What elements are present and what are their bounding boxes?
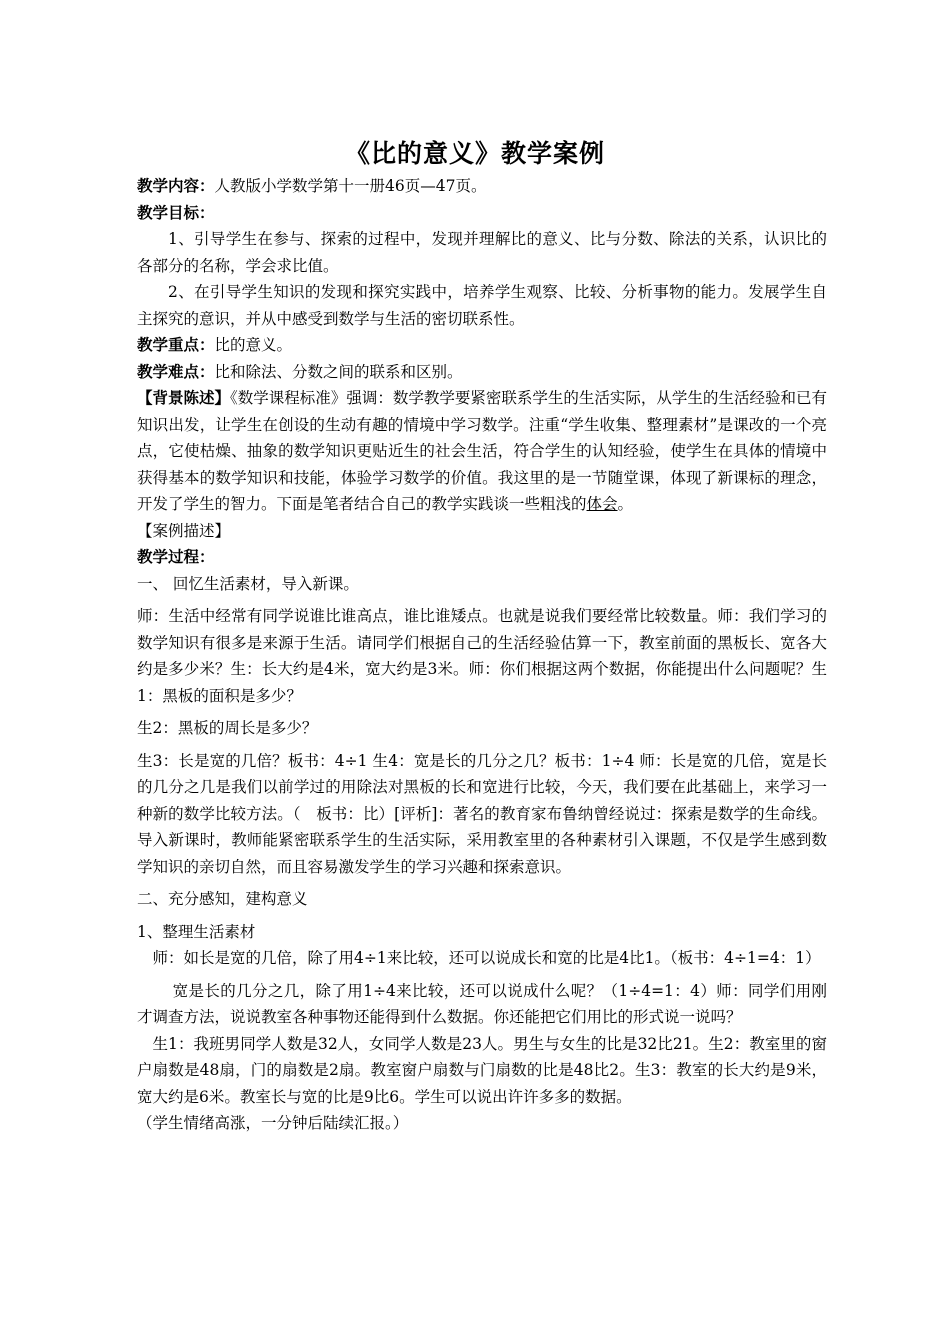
underlined-word: 体会 bbox=[586, 495, 618, 513]
goal-1: 1、引导学生在参与、探索的过程中，发现并理解比的意义、比与分数、除法的关系，认识比的各部分的名称，学会求比值。 bbox=[137, 230, 827, 275]
teaching-key-label: 教学重点： bbox=[137, 336, 215, 354]
process-label: 教学过程： bbox=[137, 548, 215, 566]
section-2-paragraph-1: 师：如长是宽的几倍，除了用4÷1来比较，还可以说成长和宽的比是4比1。（板书：4÷1=4：1） bbox=[152, 949, 821, 967]
teaching-goals-label: 教学目标： bbox=[137, 203, 215, 222]
section-2-paragraph-2: 宽是长的几分之几，除了用1÷4来比较，还可以说成什么呢？（1÷4=1：4）师：同学们用刚才调查方法，说说教室各种事物还能得到什么数据。你还能把它们用比的形式说一说吗？ bbox=[137, 981, 827, 1026]
teaching-content bbox=[137, 173, 827, 200]
teaching-key-text: 比的意义。 bbox=[214, 336, 293, 354]
section-1-paragraph-2: 生2：黑板的周长是多少？ bbox=[137, 719, 318, 737]
document-body bbox=[137, 173, 827, 1137]
case-heading: 【案例描述】 bbox=[137, 521, 231, 540]
teaching-difficulty bbox=[137, 359, 827, 386]
teaching-difficulty-label: 教学难点： bbox=[137, 362, 215, 381]
section-1-paragraph-1: 师：生活中经常有同学说谁比谁高点，谁比谁矮点。也就是说我们要经常比较数量。师：我们学习的数学知识有很多是来源于生活。请同学们根据自己的生活经验估算一下，教室前面的黑板长、宽各大约是多少米？生：长大约是4米，宽大约是3米。师：你们根据这两个数据，你能提出什么问题呢？生1：黑板的面积是多少？ bbox=[137, 607, 827, 705]
section-2-heading: 二、充分感知，建构意义 bbox=[137, 890, 308, 908]
teaching-key bbox=[137, 332, 827, 359]
section-1-heading: 一、 回忆生活素材，导入新课。 bbox=[137, 574, 359, 593]
teaching-content-label: 教学内容： bbox=[137, 177, 215, 195]
background-label: 【背景陈述】 bbox=[137, 389, 231, 407]
section-2-subheading-1: 1、整理生活素材 bbox=[137, 922, 256, 941]
goal-2: 2、在引导学生知识的发现和探究实践中，培养学生观察、比较、分析事物的能力。发展学生自主探究的意识，并从中感受到数学与生活的密切联系性。 bbox=[137, 283, 827, 328]
teaching-content-text: 人教版小学数学第十一册46页—47页。 bbox=[214, 177, 487, 195]
teaching-difficulty-text: 比和除法、分数之间的联系和区别。 bbox=[214, 362, 463, 381]
document-title: 《比的意义》教学案例 bbox=[344, 139, 605, 168]
background-paragraph: 【背景陈述】《数学课程标准》强调：数学教学要紧密联系学生的生活实际，从学生的生活经验和已有知识出发，让学生在创设的生动有趣的情境中学习数学。注重“学生收集、整理素材”是课改的一个亮点，它使枯燥、抽象的数学知识更贴近生的社会生活，符合学生的认知经验，使学生在具体的情境中获得基本的数学知识和技能，体验学习数学的价值。我这里的是一节随堂课，体现了新课标的理念，开发了学生的智力。下面是笔者结合自己的教学实践谈一些粗浅的体会。 bbox=[137, 389, 827, 513]
section-1-paragraph-3: 生3：长是宽的几倍？板书：4÷1 生4：宽是长的几分之几？板书：1÷4 师：长是宽的几倍，宽是长的几分之几是我们以前学过的用除法对黑板的长和宽进行比较，今天，我们要在此基础上，来学习一种新的数学比较方法。（ 板书：比）[评析]：著名的教育家布鲁纳曾经说过：探索是数学的生命线。导入新课时，教师能紧密联系学生的生活实际，采用教室里的各种素材引入课题，不仅是学生感到数学知识的亲切自然，而且容易激发学生的学习兴趣和探索意识。 bbox=[137, 751, 827, 876]
section-2-paragraph-4: （学生情绪高涨，一分钟后陆续汇报。） bbox=[137, 1114, 409, 1132]
section-2-paragraph-3: 生1：我班男同学人数是32人，女同学人数是23人。男生与女生的比是32比21。生2：教室里的窗户扇数是48扇，门的扇数是2扇。教室窗户扇数与门扇数的比是48比2。生3：教室的长大约是9米，宽大约是6米。教室长与宽的比是9比6。学生可以说出许许多多的数据。 bbox=[137, 1034, 827, 1106]
